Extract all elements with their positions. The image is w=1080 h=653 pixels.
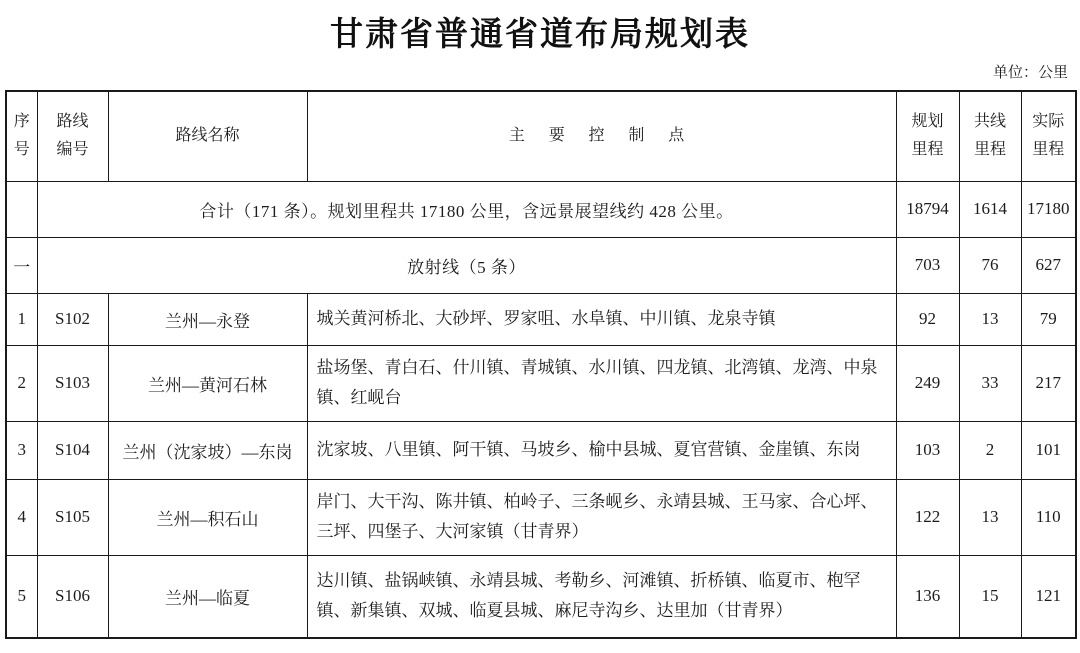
summary-description-cell: 合计（171 条）。规划里程共 17180 公里，含远景展望线约 428 公里。 — [37, 181, 896, 237]
section-row — [6, 237, 1076, 293]
header-planned — [896, 91, 959, 181]
header-no-label: 序号 — [13, 113, 30, 159]
cell-route-name: 兰州—黄河石林 — [108, 345, 307, 421]
header-row — [6, 91, 1076, 181]
cell-planned: 136 — [896, 555, 959, 638]
cell-actual: 101 — [1021, 421, 1076, 479]
table-row — [6, 555, 1076, 638]
header-control-points — [307, 91, 896, 181]
table-row — [6, 479, 1076, 555]
page-title: 甘肃省普通省道布局规划表 — [330, 17, 750, 53]
summary-row — [6, 181, 1076, 237]
summary-no-cell — [6, 181, 37, 237]
cell-shared: 2 — [959, 421, 1021, 479]
cell-route-no: S102 — [37, 293, 108, 345]
cell-control-points: 盐场堡、青白石、什川镇、青城镇、水川镇、四龙镇、北湾镇、龙湾、中泉镇、红岘台 — [307, 345, 896, 421]
cell-shared: 33 — [959, 345, 1021, 421]
cell-no: 1 — [6, 293, 37, 345]
summary-planned-cell: 18794 — [896, 181, 959, 237]
header-route-no-label: 路线编号 — [56, 113, 89, 159]
header-actual — [1021, 91, 1076, 181]
summary-actual-cell: 17180 — [1021, 181, 1076, 237]
cell-route-no: S103 — [37, 345, 108, 421]
cell-actual: 217 — [1021, 345, 1076, 421]
header-shared-label: 共线里程 — [973, 113, 1006, 159]
cell-shared: 13 — [959, 479, 1021, 555]
header-shared — [959, 91, 1021, 181]
summary-shared-cell: 1614 — [959, 181, 1021, 237]
section-planned-cell: 703 — [896, 237, 959, 293]
cell-no: 2 — [6, 345, 37, 421]
section-shared-cell: 76 — [959, 237, 1021, 293]
cell-route-no: S106 — [37, 555, 108, 638]
section-actual-cell: 627 — [1021, 237, 1076, 293]
unit-label: 单位：公里 — [992, 65, 1068, 81]
section-no-cell: 一 — [6, 237, 37, 293]
cell-route-name: 兰州—积石山 — [108, 479, 307, 555]
cell-actual: 110 — [1021, 479, 1076, 555]
cell-no: 5 — [6, 555, 37, 638]
cell-shared: 15 — [959, 555, 1021, 638]
table-body — [6, 181, 1076, 638]
cell-route-no: S104 — [37, 421, 108, 479]
section-description-cell: 放射线（5 条） — [37, 237, 896, 293]
header-planned-label: 规划里程 — [911, 113, 944, 159]
table-row — [6, 421, 1076, 479]
cell-route-name: 兰州—临夏 — [108, 555, 307, 638]
cell-control-points: 城关黄河桥北、大砂坪、罗家咀、水阜镇、中川镇、龙泉寺镇 — [307, 293, 896, 345]
cell-planned: 103 — [896, 421, 959, 479]
table-row — [6, 293, 1076, 345]
cell-planned: 92 — [896, 293, 959, 345]
header-actual-label: 实际里程 — [1032, 113, 1065, 159]
header-route-name-label: 路线名称 — [175, 127, 240, 145]
cell-control-points: 岸门、大干沟、陈井镇、柏岭子、三条岘乡、永靖县城、王马家、合心坪、三坪、四堡子、大河家镇（甘青界） — [307, 479, 896, 555]
header-route-no — [37, 91, 108, 181]
cell-route-no: S105 — [37, 479, 108, 555]
header-route-name — [108, 91, 307, 181]
table-header — [6, 91, 1076, 181]
table-row — [6, 345, 1076, 421]
cell-no: 4 — [6, 479, 37, 555]
header-no — [6, 91, 37, 181]
header-control-points-label: 主 要 控 制 点 — [508, 127, 695, 145]
cell-no: 3 — [6, 421, 37, 479]
cell-planned: 249 — [896, 345, 959, 421]
cell-route-name: 兰州—永登 — [108, 293, 307, 345]
road-planning-table — [5, 90, 1077, 639]
cell-shared: 13 — [959, 293, 1021, 345]
cell-actual: 79 — [1021, 293, 1076, 345]
cell-control-points: 沈家坡、八里镇、阿干镇、马坡乡、榆中县城、夏官营镇、金崖镇、东岗 — [307, 421, 896, 479]
cell-planned: 122 — [896, 479, 959, 555]
cell-control-points: 达川镇、盐锅峡镇、永靖县城、考勒乡、河滩镇、折桥镇、临夏市、枹罕镇、新集镇、双城、临夏县城、麻尼寺沟乡、达里加（甘青界） — [307, 555, 896, 638]
cell-actual: 121 — [1021, 555, 1076, 638]
cell-route-name: 兰州（沈家坡）—东岗 — [108, 421, 307, 479]
